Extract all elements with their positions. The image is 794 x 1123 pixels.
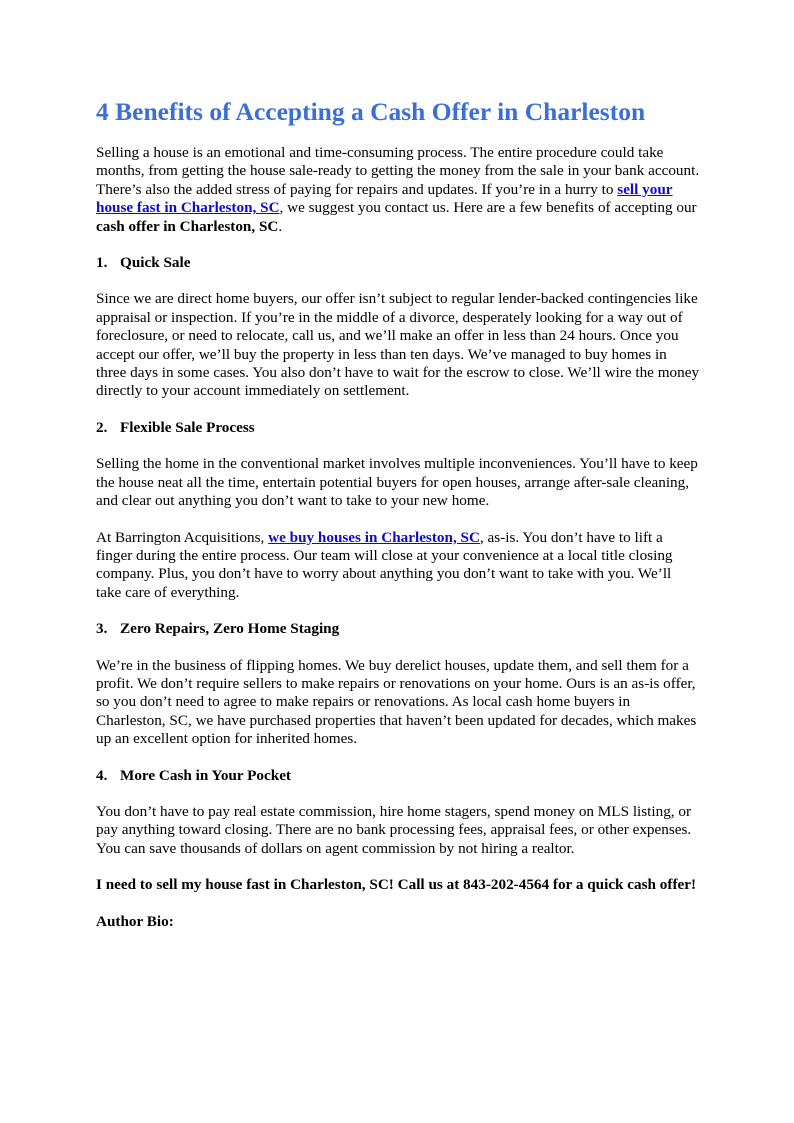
section-heading-text: More Cash in Your Pocket bbox=[120, 766, 291, 784]
intro-text-2: , we suggest you contact us. Here are a few benefits of accepting our bbox=[279, 199, 697, 217]
section-paragraph: Selling the home in the conventional market involves multiple inconveniences. You’ll have to keep the house neat all the time, entertain potential buyers for open houses, arrange after-sale cleaning, and clear out anything you don’t want to take to your new home. bbox=[96, 455, 698, 510]
page-title: 4 Benefits of Accepting a Cash Offer in Charleston bbox=[96, 97, 646, 126]
section-heading-quick-sale bbox=[96, 254, 700, 272]
section-number: 3. bbox=[96, 620, 108, 638]
section-heading-text: Quick Sale bbox=[120, 254, 191, 272]
intro-paragraph bbox=[96, 144, 700, 236]
we-buy-houses-link[interactable]: we buy houses in Charleston, SC bbox=[268, 528, 480, 546]
section-paragraph: You don’t have to pay real estate commission, hire home stagers, spend money on MLS listing, or pay anything toward closing. There are no bank processing fees, appraisal fees, or other expenses. You can save thousands of dollars on agent commission by not hiring a realtor. bbox=[96, 802, 692, 857]
sell-house-fast-link[interactable]: sell your house fast in Charleston, SC bbox=[96, 180, 673, 217]
author-bio bbox=[96, 913, 700, 931]
document-page bbox=[96, 96, 700, 949]
intro-text: Selling a house is an emotional and time-consuming process. The entire procedure could take months, from getting the house sale-ready to getting the money from the sale in your bank account. There’s also the added stress of paying for repairs and updates. If you’re in a hurry to bbox=[96, 144, 700, 198]
section-number: 1. bbox=[96, 254, 108, 272]
section-heading-text: Flexible Sale Process bbox=[120, 418, 255, 436]
section-number: 2. bbox=[96, 418, 108, 436]
section-heading-more-cash bbox=[96, 767, 700, 785]
call-to-action bbox=[96, 876, 700, 894]
section-paragraph: Since we are direct home buyers, our offer isn’t subject to regular lender-backed contingencies like appraisal or inspection. If you’re in the middle of a divorce, desperately looking for a way out of foreclosure, or need to relocate, call us, and we’ll make an offer in less than 24 hours. Once you accept our offer, we’ll buy the property in less than ten days. We’ve managed to buy homes in three days in some cases. You also don’t have to wait for the escrow to close. We’ll wire the money directly to your account immediately on settlement. bbox=[96, 290, 700, 400]
section-heading-text: Zero Repairs, Zero Home Staging bbox=[120, 620, 340, 638]
section-heading-zero-repairs bbox=[96, 620, 700, 638]
call-to-action-text: I need to sell my house fast in Charleston, SC! Call us at 843-202-4564 for a quick cash offer! bbox=[96, 876, 697, 894]
cash-offer-bold: cash offer in Charleston, SC bbox=[96, 217, 279, 235]
section-number: 4. bbox=[96, 766, 108, 784]
author-bio-label: Author Bio: bbox=[96, 912, 174, 930]
paragraph-text: At Barrington Acquisitions, bbox=[96, 528, 269, 546]
paragraph-text: , as-is. You don’t have to lift a finger during the entire process. Our team will close at your convenience at a local title closing company. Plus, you don’t have to worry about anything you don’t want to take with you. We’ll take care of everything. bbox=[96, 528, 673, 601]
section-heading-flexible-sale bbox=[96, 419, 700, 437]
section-paragraph: We’re in the business of flipping homes. We buy derelict houses, update them, and sell them for a profit. We don’t require sellers to make repairs or renovations on your home. Ours is an as-is offer, so you don’t need to agree to make repairs or renovations. As local cash home buyers in Charleston, SC, we have purchased properties that haven’t been updated for decades, which makes up an excellent option for inherited homes. bbox=[96, 656, 697, 748]
intro-text-3: . bbox=[278, 217, 283, 235]
section-paragraph bbox=[96, 529, 700, 603]
